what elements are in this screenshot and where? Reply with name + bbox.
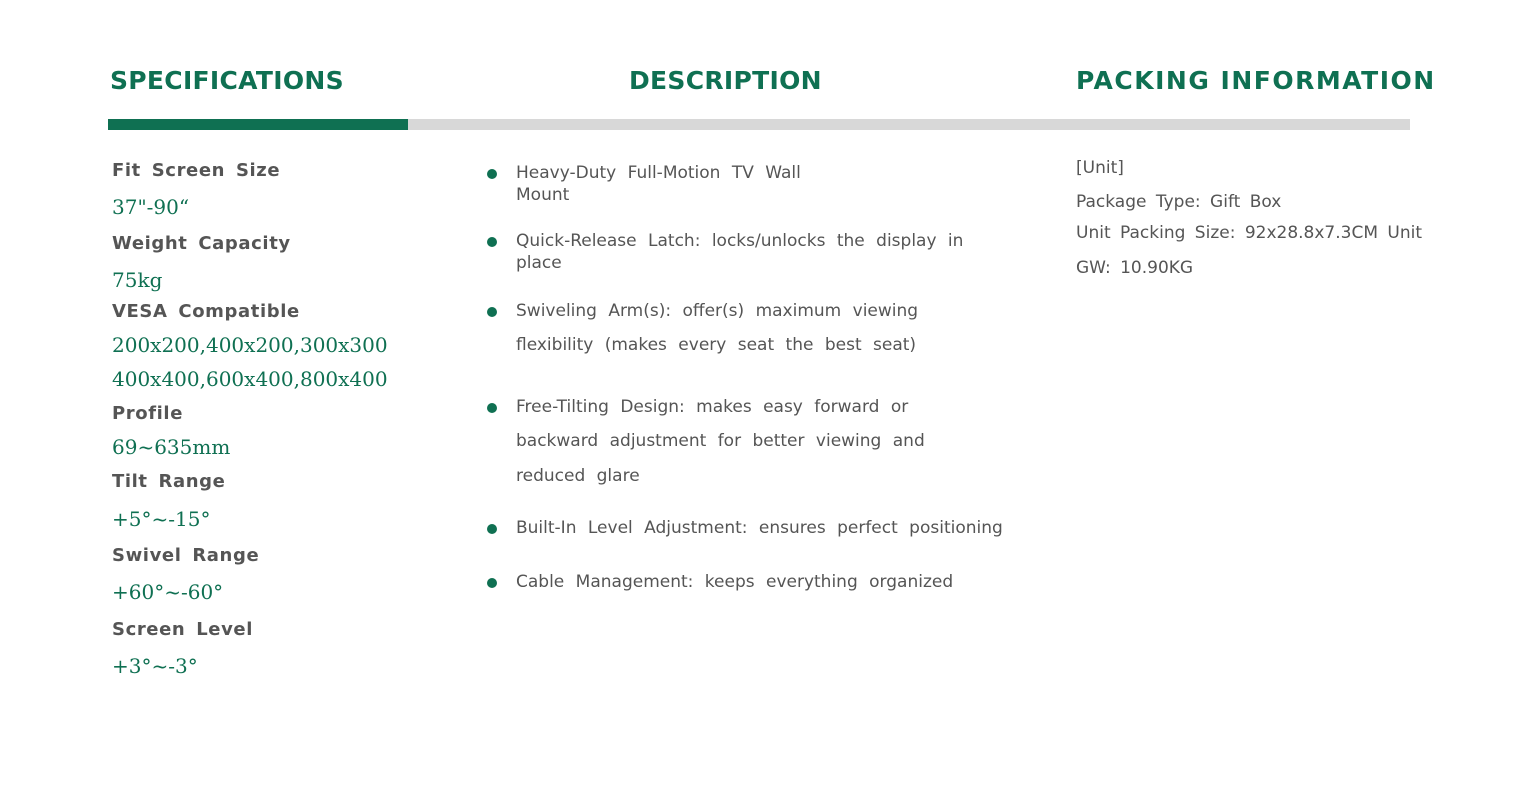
description-item-6-line-1: Cable Management: keeps everything organized bbox=[516, 572, 954, 592]
spec-value-vesa-line-2: 400x400,600x400,800x400 bbox=[112, 367, 388, 391]
spec-label-weight-capacity: Weight Capacity bbox=[112, 233, 291, 254]
spec-value-vesa-line-1: 200x200,400x200,300x300 bbox=[112, 333, 388, 357]
description-item-5-line-1: Built-In Level Adjustment: ensures perfect positioning bbox=[516, 518, 1003, 538]
packing-unit-size: Unit Packing Size: 92x28.8x7.3CM Unit bbox=[1076, 223, 1423, 243]
spec-value-fit-screen-size: 37"-90“ bbox=[112, 195, 190, 219]
spec-value-screen-level: +3°~-3° bbox=[112, 654, 198, 678]
packing-information-heading: PACKING INFORMATION bbox=[1076, 66, 1436, 95]
spec-label-swivel-range: Swivel Range bbox=[112, 545, 260, 566]
packing-unit-label: [Unit] bbox=[1076, 158, 1124, 178]
description-heading: DESCRIPTION bbox=[629, 66, 822, 95]
description-item-4-line-1: Free-Tilting Design: makes easy forward or bbox=[516, 397, 909, 417]
bullet-dot bbox=[487, 237, 497, 247]
description-item-2-line-2: place bbox=[516, 253, 562, 273]
bullet-dot bbox=[487, 524, 497, 534]
spec-value-tilt-range: +5°~-15° bbox=[112, 507, 211, 531]
description-item-1-line-2: Mount bbox=[516, 185, 570, 205]
section-progress-bar bbox=[108, 119, 1410, 130]
description-item-4-line-3: reduced glare bbox=[516, 466, 640, 486]
spec-value-profile: 69~635mm bbox=[112, 435, 231, 459]
spec-label-fit-screen-size: Fit Screen Size bbox=[112, 160, 281, 181]
description-item-4-line-2: backward adjustment for better viewing and bbox=[516, 431, 925, 451]
section-progress-bar-active bbox=[108, 119, 408, 130]
bullet-dot bbox=[487, 307, 497, 317]
description-item-1-line-1: Heavy-Duty Full-Motion TV Wall bbox=[516, 163, 801, 183]
spec-value-weight-capacity: 75kg bbox=[112, 268, 163, 292]
packing-gross-weight: GW: 10.90KG bbox=[1076, 258, 1194, 278]
bullet-dot bbox=[487, 578, 497, 588]
spec-value-swivel-range: +60°~-60° bbox=[112, 580, 224, 604]
bullet-dot bbox=[487, 403, 497, 413]
description-item-2-line-1: Quick-Release Latch: locks/unlocks the display in bbox=[516, 231, 964, 251]
description-item-3-line-1: Swiveling Arm(s): offer(s) maximum viewing bbox=[516, 301, 919, 321]
specifications-heading: SPECIFICATIONS bbox=[110, 66, 344, 95]
spec-label-vesa-compatible: VESA Compatible bbox=[112, 301, 300, 322]
spec-label-profile: Profile bbox=[112, 403, 184, 424]
spec-label-screen-level: Screen Level bbox=[112, 619, 253, 640]
spec-label-tilt-range: Tilt Range bbox=[112, 471, 226, 492]
description-item-3-line-2: flexibility (makes every seat the best seat) bbox=[516, 335, 917, 355]
packing-package-type: Package Type: Gift Box bbox=[1076, 192, 1282, 212]
bullet-dot bbox=[487, 169, 497, 179]
